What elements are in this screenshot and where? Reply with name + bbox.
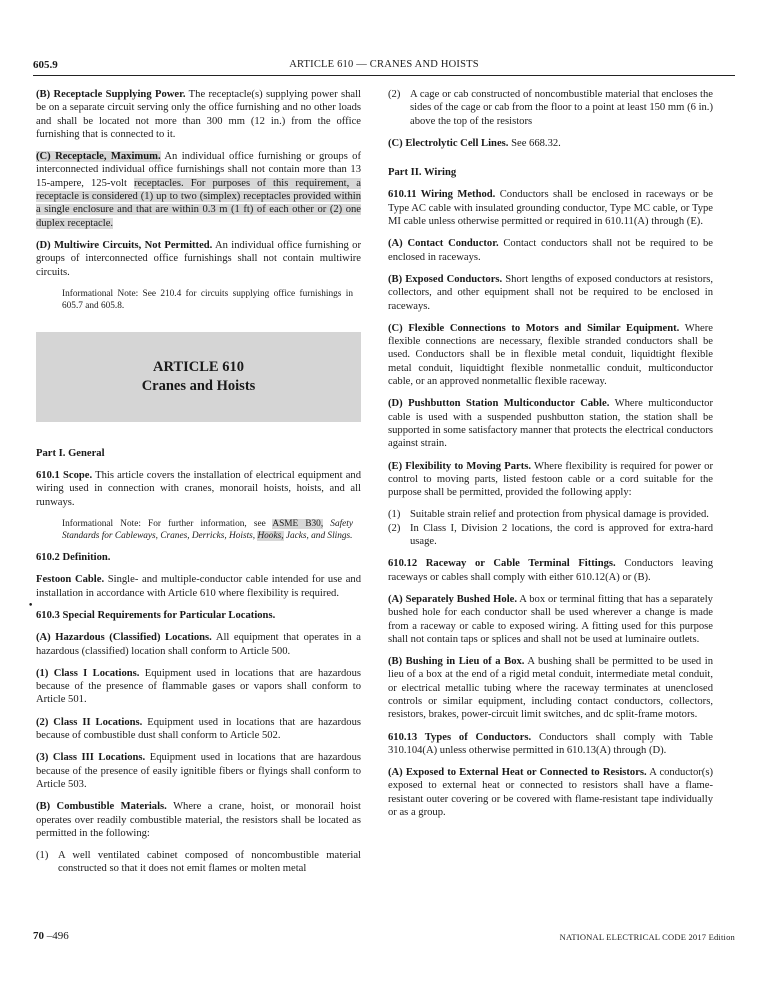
para-610-11-c (388, 322, 713, 388)
para-610-3-a-1 (36, 667, 361, 707)
para-heading: (D) Multiwire Circuits, Not Permitted. (36, 239, 213, 251)
para-605-9-d (36, 239, 361, 279)
para-heading: (A) Hazardous (Classified) Locations. (36, 632, 212, 644)
para-610-12-b (388, 655, 713, 721)
para-heading: (B) Receptacle Supplying Power. (36, 89, 186, 100)
numbered-list (36, 849, 361, 876)
para-heading: (E) Flexibility to Moving Parts. (388, 460, 531, 472)
para-heading: (B) Bushing in Lieu of a Box. (388, 656, 525, 668)
list-item (36, 849, 361, 876)
list-text: Suitable strain relief and protection from physical damage is provided. (410, 509, 709, 521)
numbered-list (388, 88, 713, 128)
note-italic: Jacks, and Slings. (285, 531, 353, 542)
page-number (33, 930, 69, 942)
para-heading: (A) Contact Conductor. (388, 238, 499, 250)
informational-note (36, 518, 361, 542)
highlighted-text: ASME B30, (272, 519, 324, 530)
para-text: The receptacle(s) supplying power shall be on a separate circuit serving only the office furnishing and no other loads and shall be located not more than 300 mm (12 in.) from the office furnishing that is connected to it. (36, 89, 361, 140)
list-item (388, 508, 713, 521)
para-610-11 (388, 188, 713, 228)
para-text: See 668.32. (511, 137, 561, 149)
informational-note: Informational Note: See 210.4 for circuits supplying office furnishings in 605.7 and 605.8. (62, 288, 353, 311)
highlighted-text: Hooks, (257, 531, 284, 542)
note-italic: Safety Standards for Cableways, (62, 519, 354, 542)
para-text: Single- and multiple-conductor cable intended for use and installation in accordance with Article 610 where flexibility is required. (36, 574, 361, 599)
para-heading: (C) Receptacle, Maximum. (36, 151, 161, 163)
list-number: (1) (36, 850, 49, 862)
para-text: This article covers the installation of electrical equipment and wiring used in connection with cranes, monorail hoists, hoists, and all runways. (36, 470, 361, 508)
para-text: Where a crane, hoist, or monorail hoist operates over readily combustible material, the resistors shall be located as permitted in the following: (36, 801, 361, 839)
page-number-bold: 70 (33, 930, 44, 942)
numbered-list (388, 508, 713, 548)
section-heading: 610.3 Special Requirements for Particular Locations. (36, 609, 276, 621)
para-610-3-c (388, 137, 713, 150)
para-heading: (1) Class I Locations. (36, 667, 140, 679)
para-text: Equipment used in locations that are hazardous because of the presence of easily ignitible fibers or flyings shall conform to Article 503. (36, 752, 361, 790)
para-heading: 610.12 Raceway or Cable Terminal Fittings. (388, 558, 616, 570)
para-heading: (3) Class III Locations. (36, 752, 146, 764)
para-text: An individual office furnishing or groups of interconnected individual office furnishings shall not contain more than 13 15-ampere, 125-volt (36, 151, 361, 189)
para-text: Short lengths of exposed conductors at resistors, collectors, and other equipment shall not be required to be enclosed in raceways. (388, 273, 713, 312)
para-text: Where flexibility is required for power or control to moving parts, listed festoon cable or a cord suitable for the purpose shall be permitted, provided the following apply: (388, 460, 713, 499)
para-heading: (A) Separately Bushed Hole. (388, 593, 517, 605)
list-item (388, 88, 713, 128)
para-heading: (C) Electrolytic Cell Lines. (388, 137, 509, 149)
section-number: 605.9 (33, 59, 58, 71)
para-605-9-c (36, 150, 361, 230)
para-text: Conductors leaving raceways or cables shall comply with either 610.12(A) or (B). (388, 558, 713, 583)
para-610-11-a (388, 237, 713, 264)
change-bullet-icon: • (28, 601, 34, 611)
header-rule (33, 75, 735, 76)
para-heading: (A) Exposed to External Heat or Connected to Resistors. (388, 767, 647, 779)
para-text: Conductors shall be enclosed in raceways or be Type AC cable with insulated grounding conductor, Type MC cable, or Type MI cable unless otherwise permitted or required in 610.11(A) through (E). (388, 189, 713, 228)
page-number-rest: –496 (44, 930, 69, 942)
article-number: ARTICLE 610 (153, 358, 244, 375)
para-610-13 (388, 731, 713, 758)
para-text: Equipment used in locations that are hazardous because of the presence of flammable gases or vapors shall conform to Article 501. (36, 667, 361, 706)
list-item (388, 522, 713, 549)
para-610-3-a-3 (36, 751, 361, 791)
part-heading: Part II. Wiring (388, 167, 457, 179)
note-italic: Cranes, Derricks, Hoists, (160, 531, 256, 542)
para-610-11-e (388, 460, 713, 500)
list-text: In Class I, Division 2 locations, the cord is approved for extra-hard usage. (410, 522, 713, 548)
article-title: Cranes and Hoists (141, 377, 256, 394)
para-text: Conductors shall comply with Table 310.104(A) unless otherwise permitted in 610.13(A) through (D). (388, 731, 713, 756)
definition-festoon-cable (36, 573, 361, 600)
para-text: Equipment used in locations that are hazardous because of combustible dust shall conform to Article 502. (36, 716, 361, 742)
para-text: Where flexible connections are necessary, flexible stranded conductors shall be used. Conductors shall be in flexible metal conduit, liquidtight flexible metal conduit, liquidtight flexible nonmetallic conduit, multiconductor cable, or an approved nonmetallic flexible raceway. (388, 322, 713, 388)
right-column (388, 88, 713, 828)
para-610-11-b (388, 273, 713, 313)
list-text: A cage or cab constructed of noncombustible material that encloses the sides of the cage or cab from the floor to a point at least 150 mm (6 in.) above the top of the resistors (410, 89, 713, 127)
para-text: An individual office furnishing or groups of interconnected office furnishings shall not contain multiwire circuits. (36, 239, 361, 278)
para-610-12-a (388, 593, 713, 646)
para-610-13-a (388, 766, 713, 819)
para-610-3-b (36, 800, 361, 840)
list-number: (2) (388, 89, 401, 100)
para-text: A box or terminal fitting that has a separately bushed hole for each conductor shall be used wherever a change is made from a raceway or cable to exposed wiring. A fitting used for this purpose shall not contain taps or splices and shall not be used at luminaire outlets. (388, 593, 713, 645)
article-title-box (36, 332, 361, 422)
para-605-9-b (36, 88, 361, 141)
part-heading: Part I. General (36, 447, 105, 459)
para-heading: (C) Flexible Connections to Motors and Similar Equipment. (388, 322, 680, 334)
note-text: Informational Note: For further information, see (62, 519, 266, 530)
para-heading: 610.13 Types of Conductors. (388, 731, 532, 743)
running-header: ARTICLE 610 — CRANES AND HOISTS (289, 59, 479, 70)
para-text: Contact conductors shall not be required to be enclosed in raceways. (388, 238, 713, 263)
para-text: A conductor(s) exposed to external heat or connected to resistors shall have a flame-resistant outer covering or be covered with flame-resistant tape individually or as a group. (388, 767, 713, 819)
section-heading: 610.2 Definition. (36, 552, 111, 564)
para-heading: (B) Combustible Materials. (36, 801, 167, 813)
list-number: (1) (388, 509, 401, 521)
para-heading: 610.1 Scope. (36, 470, 93, 482)
highlighted-text: receptacles. For purposes of this requirement, a receptacle is considered (1) up to two (simplex) receptacles provided within a single enclosure and that are within 0.3 m (1 ft) of each other or (2) one duplex receptacle. (36, 177, 361, 229)
para-text: Where multiconductor cable is used with a suspended pushbutton station, the station shall be supported in some satisfactory manner that protects the electrical conductors against strain. (388, 398, 713, 450)
list-number: (2) (388, 522, 401, 534)
para-610-1 (36, 469, 361, 509)
para-610-12 (388, 557, 713, 584)
para-heading: 610.11 Wiring Method. (388, 189, 496, 201)
para-heading: (D) Pushbutton Station Multiconductor Cable. (388, 398, 610, 410)
para-heading: Festoon Cable. (36, 574, 105, 586)
para-text: A bushing shall be permitted to be used in lieu of a box at the end of a rigid metal conduit, intermediate metal conduit, or electrical metallic tubing where the raceway terminates at unenclosed controls or similar equipment, including contact conductors, collectors, resistors, brakes, power-circuit limit switches, and dc split-frame motors. (388, 656, 713, 721)
para-text: All equipment that operates in a hazardous (classified) location shall conform to Article 500. (36, 632, 361, 657)
para-610-11-d (388, 397, 713, 450)
para-heading: (B) Exposed Conductors. (388, 273, 503, 285)
list-text: A well ventilated cabinet composed of noncombustible material constructed so that it does not emit flames or molten metal (58, 850, 361, 875)
para-610-3-a-2 (36, 716, 361, 743)
footer-edition: NATIONAL ELECTRICAL CODE 2017 Edition (559, 932, 735, 942)
left-column (36, 88, 361, 885)
para-610-3-a (36, 631, 361, 658)
para-heading: (2) Class II Locations. (36, 716, 143, 728)
